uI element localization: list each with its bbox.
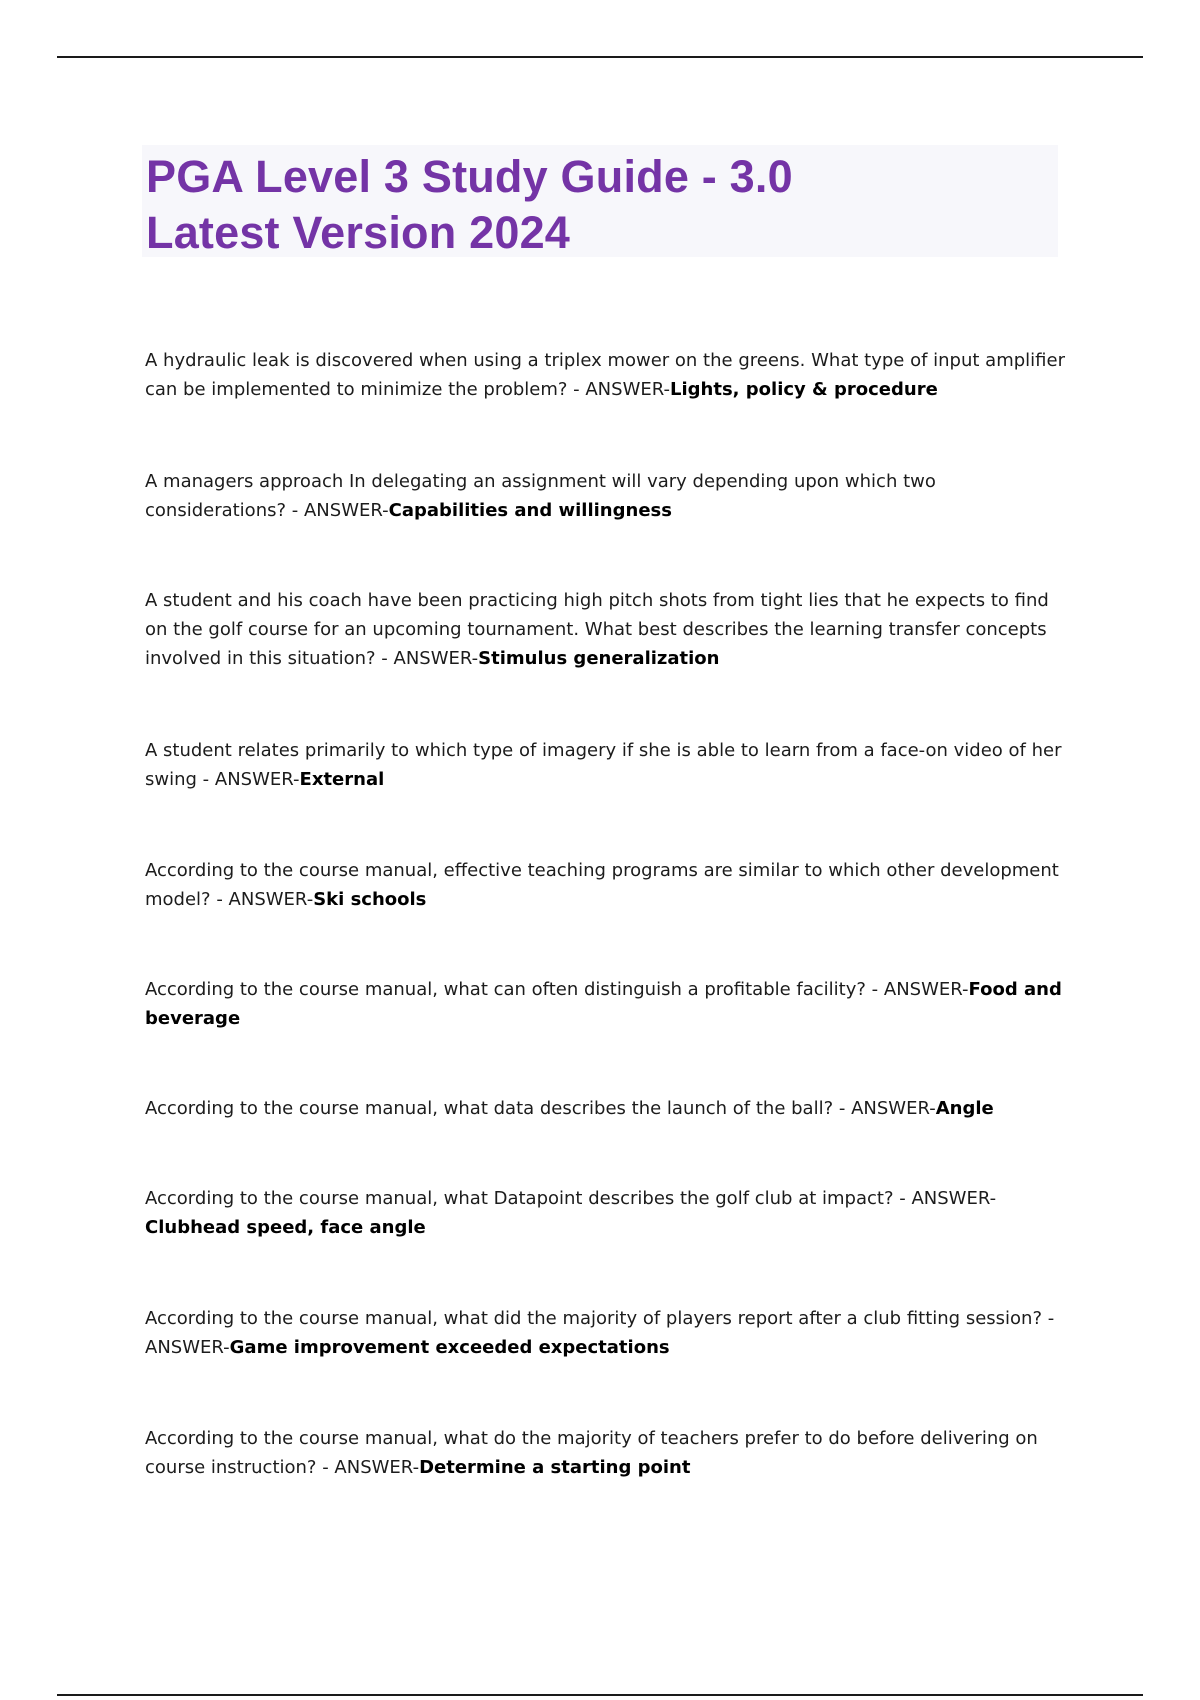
answer-text: External xyxy=(299,769,385,790)
answer-text: Lights, policy & procedure xyxy=(670,379,938,400)
answer-text: Game improvement exceeded expectations xyxy=(229,1337,670,1358)
qa-item-5 xyxy=(145,856,1065,914)
question-text: A student relates primarily to which type of imagery if she is able to learn from a face-on video of her swing - xyxy=(145,740,1062,790)
answer-prefix: ANSWER- xyxy=(145,1337,230,1358)
qa-item-3 xyxy=(145,586,1065,673)
answer-prefix: ANSWER- xyxy=(911,1188,997,1209)
title-line-1: PGA Level 3 Study Guide - 3.0 xyxy=(146,151,793,202)
qa-item-10 xyxy=(145,1424,1065,1482)
document-title xyxy=(146,149,1054,261)
qa-item-1 xyxy=(145,346,1065,404)
question-text: A managers approach In delegating an assignment will vary depending upon which two considerations? - xyxy=(145,471,936,521)
answer-text: Ski schools xyxy=(313,889,427,910)
qa-item-6 xyxy=(145,975,1065,1033)
answer-prefix: ANSWER- xyxy=(214,769,300,790)
qa-item-4 xyxy=(145,736,1065,794)
question-text: According to the course manual, what do the majority of teachers prefer to do before delivering on course instruction? - xyxy=(145,1428,1038,1478)
title-block xyxy=(142,145,1058,257)
answer-text: Food and beverage xyxy=(145,979,1062,1029)
question-text: According to the course manual, what did the majority of players report after a club fitting session? - xyxy=(145,1308,1055,1329)
answer-text: Angle xyxy=(935,1098,994,1119)
qa-item-2 xyxy=(145,467,1065,525)
qa-item-9 xyxy=(145,1304,1065,1362)
answer-text: Capabilities and willingness xyxy=(388,500,672,521)
answer-prefix: ANSWER- xyxy=(883,979,969,1000)
header-rule xyxy=(57,56,1143,58)
qa-item-8 xyxy=(145,1184,1065,1242)
answer-text: Determine a starting point xyxy=(419,1457,691,1478)
question-text: A hydraulic leak is discovered when using a triplex mower on the greens. What type of input amplifier can be implemented to minimize the problem? - xyxy=(145,350,1065,400)
question-text: According to the course manual, what can often distinguish a profitable facility? - xyxy=(145,979,884,1000)
footer-rule xyxy=(57,1694,1143,1696)
answer-text: Stimulus generalization xyxy=(478,648,720,669)
answer-prefix: ANSWER- xyxy=(228,889,314,910)
qa-item-7 xyxy=(145,1094,1065,1123)
question-text: A student and his coach have been practicing high pitch shots from tight lies that he expects to find on the golf course for an upcoming tournament. What best describes the learning transfer concepts involved in this situation? - xyxy=(145,590,1049,669)
title-line-2: Latest Version 2024 xyxy=(146,207,571,258)
question-text: According to the course manual, what data describes the launch of the ball? - xyxy=(145,1098,852,1119)
answer-prefix: ANSWER- xyxy=(585,379,671,400)
answer-prefix: ANSWER- xyxy=(334,1457,420,1478)
question-text: According to the course manual, effective teaching programs are similar to which other development model? - xyxy=(145,860,1059,910)
answer-text: Clubhead speed, face angle xyxy=(145,1217,426,1238)
question-text: According to the course manual, what Datapoint describes the golf club at impact? - xyxy=(145,1188,912,1209)
answer-prefix: ANSWER- xyxy=(393,648,479,669)
answer-prefix: ANSWER- xyxy=(303,500,389,521)
answer-prefix: ANSWER- xyxy=(851,1098,936,1119)
